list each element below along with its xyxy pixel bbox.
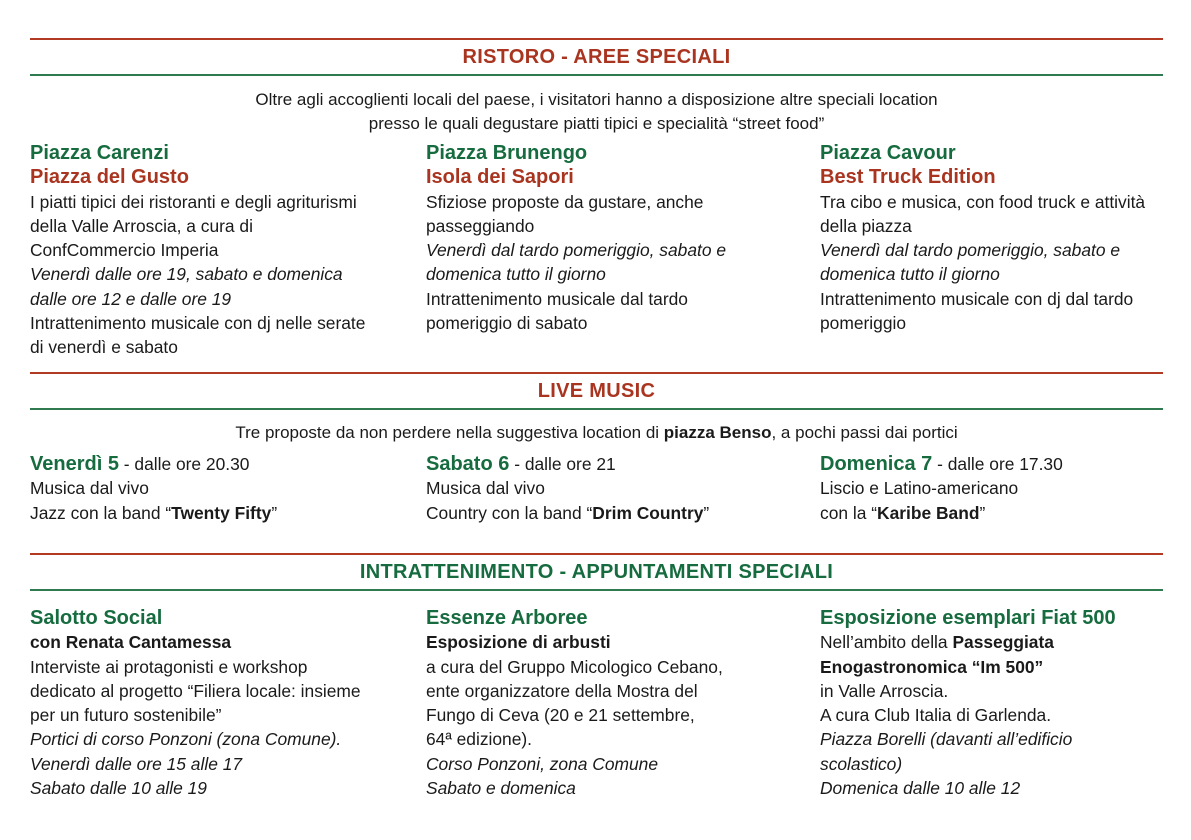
area-name: Piazza del Gusto	[30, 166, 189, 189]
live-intro-text: Tre proposte da non perdere nella suggestiva location di	[235, 423, 664, 442]
ristoro-column-1	[30, 141, 380, 360]
event-time: Venerdì dalle ore 15 alle 17	[30, 753, 243, 774]
intrattenimento-column-3	[820, 606, 1165, 800]
event-time: - dalle ore 21	[509, 454, 616, 474]
event-place: Piazza Borelli (davanti all’edificio	[820, 729, 1073, 750]
ristoro-intro-line: Oltre agli accoglienti locali del paese, i visitatori hanno a disposizione altre speciali location	[255, 90, 938, 109]
event-day: Venerdì 5	[30, 453, 119, 475]
event-description: a cura del Gruppo Micologico Cebano,	[426, 656, 723, 677]
event-desc: Liscio e Latino-americano	[820, 478, 1019, 499]
live-intro-venue: piazza Benso	[663, 423, 772, 442]
ristoro-column-3	[820, 141, 1165, 335]
divider	[30, 74, 1163, 76]
ristoro-header	[30, 38, 1163, 76]
event-time: - dalle ore 20.30	[118, 454, 250, 474]
event-band-post: ”	[703, 502, 710, 523]
event-description: Fungo di Ceva (20 e 21 settembre,	[426, 705, 695, 726]
event-title: Esposizione esemplari Fiat 500	[820, 607, 1116, 629]
event-subtitle: Esposizione di arbusti	[426, 632, 611, 653]
intrattenimento-column-2	[426, 606, 776, 800]
event-day: Domenica 7	[820, 453, 933, 475]
event-text: A cura Club Italia di Garlenda.	[820, 705, 1052, 726]
place-name: Piazza Cavour	[820, 142, 956, 164]
event-band-pre: Country con la band “	[426, 502, 593, 523]
ristoro-title: RISTORO - AREE SPECIALI	[462, 46, 731, 68]
live-intro-text: , a pochi passi dai portici	[771, 423, 958, 442]
event-title: Salotto Social	[30, 607, 163, 629]
area-schedule: Venerdì dal tardo pomeriggio, sabato e domenica tutto il giorno	[426, 240, 727, 285]
event-highlight: Passeggiata	[952, 632, 1054, 653]
area-description: Tra cibo e musica, con food truck e attività della piazza	[820, 191, 1146, 236]
event-band: Drim Country	[592, 502, 704, 523]
live-column-2	[426, 452, 776, 525]
event-day: Sabato 6	[426, 453, 510, 475]
live-column-3	[820, 452, 1170, 525]
area-description: Sfiziose proposte da gustare, anche passeggiando	[426, 191, 704, 236]
event-desc: Musica dal vivo	[30, 478, 149, 499]
area-music: Intrattenimento musicale con dj nelle serate di venerdì e sabato	[30, 313, 366, 358]
event-band: Karibe Band	[877, 502, 980, 523]
event-desc: Musica dal vivo	[426, 478, 545, 499]
event-time: Domenica dalle 10 alle 12	[820, 778, 1021, 799]
live-column-1	[30, 452, 380, 525]
event-time: Sabato e domenica	[426, 778, 576, 799]
intrattenimento-column-1	[30, 606, 375, 800]
event-place: Corso Ponzoni, zona Comune	[426, 753, 659, 774]
event-time: Sabato dalle 10 alle 19	[30, 778, 207, 799]
event-description: 64ª edizione).	[426, 729, 533, 750]
area-music: Intrattenimento musicale con dj dal tardo pomeriggio	[820, 288, 1134, 334]
live-intro	[30, 421, 1163, 445]
event-band-pre: Jazz con la band “	[30, 502, 172, 523]
event-band-post: ”	[271, 502, 278, 523]
event-text: Nell’ambito della	[820, 632, 953, 653]
live-title: LIVE MUSIC	[537, 380, 656, 402]
event-place: Portici di corso Ponzoni (zona Comune).	[30, 729, 342, 750]
event-band-post: ”	[979, 502, 986, 523]
event-time: - dalle ore 17.30	[932, 454, 1063, 474]
ristoro-column-2	[426, 141, 771, 335]
ristoro-intro	[30, 88, 1163, 136]
area-description: I piatti tipici dei ristoranti e degli agriturismi della Valle Arroscia, a cura di ConfCommercio Imperia	[30, 191, 357, 261]
event-text: in Valle Arroscia.	[820, 680, 949, 701]
area-name: Isola dei Sapori	[426, 166, 574, 189]
divider	[30, 589, 1163, 591]
area-schedule: Venerdì dalle ore 19, sabato e domenica dalle ore 12 e dalle ore 19	[30, 264, 343, 309]
place-name: Piazza Carenzi	[30, 142, 169, 164]
area-schedule: Venerdì dal tardo pomeriggio, sabato e domenica tutto il giorno	[820, 240, 1121, 285]
event-description: Interviste ai protagonisti e workshop dedicato al progetto “Filiera locale: insieme per un futuro sostenibile”	[30, 656, 361, 726]
event-subtitle: con Renata Cantamessa	[30, 632, 232, 653]
area-music: Intrattenimento musicale dal tardo pomeriggio di sabato	[426, 288, 688, 334]
divider	[30, 408, 1163, 410]
intrattenimento-title: INTRATTENIMENTO - APPUNTAMENTI SPECIALI	[359, 561, 834, 583]
event-title: Essenze Arboree	[426, 607, 588, 629]
live-header	[30, 372, 1163, 410]
event-band-pre: con la “	[820, 502, 878, 523]
place-name: Piazza Brunengo	[426, 142, 588, 164]
intrattenimento-header	[30, 553, 1163, 591]
event-description: ente organizzatore della Mostra del	[426, 680, 698, 701]
area-name: Best Truck Edition	[820, 166, 996, 189]
event-place: scolastico)	[820, 753, 903, 774]
event-highlight: Enogastronomica “Im 500”	[820, 656, 1044, 677]
ristoro-intro-line: presso le quali degustare piatti tipici e specialità “street food”	[368, 114, 825, 133]
event-band: Twenty Fifty	[171, 502, 272, 523]
